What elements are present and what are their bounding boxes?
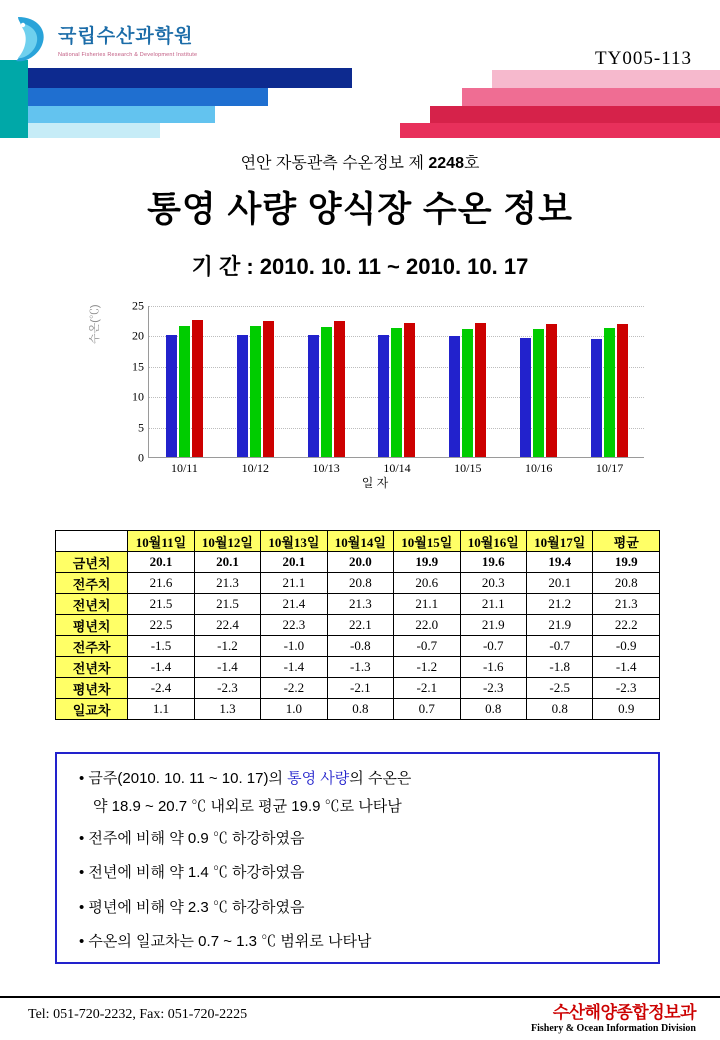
header-band-pink <box>492 70 720 88</box>
chart-bar-2009 <box>533 329 544 457</box>
table-cell: 0.8 <box>327 699 393 720</box>
table-header-row <box>56 531 660 552</box>
table-cell: -0.8 <box>327 636 393 657</box>
chart-x-tick-label: 10/12 <box>241 461 269 475</box>
table-cell: 21.3 <box>593 594 660 615</box>
chart-bar-2009 <box>179 326 190 457</box>
chart-y-tick-label: 15 <box>132 359 144 374</box>
chart-bar-평년 <box>263 321 274 457</box>
chart-y-tick-label: 10 <box>132 389 144 404</box>
header-band-lightblue <box>0 106 215 123</box>
chart-bar-2010 <box>591 339 602 457</box>
table-row <box>56 615 660 636</box>
table-cell: -1.2 <box>194 636 260 657</box>
chart-bar-2010 <box>449 336 460 457</box>
summary-line-1-part-a: • 금주(2010. 10. 11 ~ 10. 17)의 <box>79 770 288 787</box>
header-band-blue <box>0 88 268 106</box>
table-cell: -2.5 <box>526 678 592 699</box>
table-column-header: 10월11일 <box>128 531 194 552</box>
table-row <box>56 573 660 594</box>
table-row-header: 금년치 <box>56 552 128 573</box>
table-cell: 22.2 <box>593 615 660 636</box>
temperature-data-table <box>55 530 660 720</box>
table-column-header: 10월15일 <box>394 531 460 552</box>
summary-line-5: • 평년에 비해 약 2.3 ℃ 하강하였음 <box>79 898 305 916</box>
chart-bar-2010 <box>378 335 389 457</box>
table-row-header: 전주차 <box>56 636 128 657</box>
chart-bar-2010 <box>166 335 177 457</box>
table-cell: -1.0 <box>261 636 327 657</box>
table-cell: -2.1 <box>327 678 393 699</box>
table-cell: -1.3 <box>327 657 393 678</box>
chart-x-tick-label: 10/14 <box>383 461 411 475</box>
chart-y-tick-label: 0 <box>138 450 144 465</box>
table-cell: 21.1 <box>394 594 460 615</box>
table-cell: -2.1 <box>394 678 460 699</box>
table-cell: -0.7 <box>460 636 526 657</box>
table-column-header: 평균 <box>593 531 660 552</box>
table-cell: 22.0 <box>394 615 460 636</box>
chart-bar-group <box>291 306 362 457</box>
chart-y-axis-label: 수온(℃) <box>89 304 101 344</box>
summary-line-3: • 전주에 비해 약 0.9 ℃ 하강하였음 <box>79 829 305 847</box>
chart-x-axis-label: 일 자 <box>361 476 389 490</box>
footer-contact: Tel: 051-720-2232, Fax: 051-720-2225 <box>28 1007 248 1022</box>
header-band-rose <box>462 88 720 106</box>
table-cell: 21.1 <box>261 573 327 594</box>
table-cell: 22.4 <box>194 615 260 636</box>
logo-text-block <box>58 21 197 58</box>
temperature-bar-chart <box>90 298 660 488</box>
table-row-header: 평년차 <box>56 678 128 699</box>
fish-logo-icon <box>8 13 52 65</box>
table-cell: -0.7 <box>394 636 460 657</box>
chart-bar-2010 <box>520 338 531 457</box>
document-code: TY005-113 <box>595 48 692 69</box>
summary-line-6: • 수온의 일교차는 0.7 ~ 1.3 ℃ 범위로 나타남 <box>79 933 372 950</box>
table-cell: -2.3 <box>194 678 260 699</box>
chart-bar-2009 <box>250 326 261 457</box>
chart-bar-group <box>574 306 645 457</box>
table-cell: -1.4 <box>261 657 327 678</box>
table-cell: 21.3 <box>327 594 393 615</box>
subtitle-prefix: 연안 자동관측 수온정보 제 <box>240 155 429 172</box>
institute-logo <box>8 8 198 70</box>
table-cell: 0.8 <box>460 699 526 720</box>
table-cell: -1.5 <box>128 636 194 657</box>
table-cell: -2.3 <box>460 678 526 699</box>
chart-bar-평년 <box>475 323 486 457</box>
chart-y-tick-label: 20 <box>132 328 144 343</box>
table-row <box>56 636 660 657</box>
chart-bar-평년 <box>334 321 345 457</box>
table-column-header: 10월16일 <box>460 531 526 552</box>
table-cell: 1.3 <box>194 699 260 720</box>
table-cell: 1.0 <box>261 699 327 720</box>
table-cell: 20.1 <box>128 552 194 573</box>
chart-bar-2009 <box>604 328 615 457</box>
table-cell: 20.8 <box>593 573 660 594</box>
chart-x-tick-label: 10/17 <box>595 461 624 475</box>
table-cell: -2.3 <box>593 678 660 699</box>
table-column-header: 10월14일 <box>327 531 393 552</box>
table-cell: 19.9 <box>593 552 660 573</box>
chart-bar-group <box>432 306 503 457</box>
footer-org-english: Fishery & Ocean Information Division <box>531 1023 696 1034</box>
summary-line-1-location: 통영 사량 <box>287 770 350 787</box>
report-period: 기 간 : 2010. 10. 11 ~ 2010. 10. 17 <box>191 254 529 279</box>
chart-plot-area <box>132 298 644 475</box>
header-band-navy <box>0 68 352 88</box>
table-cell: 19.4 <box>526 552 592 573</box>
table-cell: 21.4 <box>261 594 327 615</box>
table-cell: 0.7 <box>394 699 460 720</box>
chart-x-tick-label: 10/16 <box>525 461 553 475</box>
page-title: 통영 사량 양식장 수온 정보 <box>147 190 573 229</box>
logo-english-name: National Fisheries Research & Development Institute <box>58 51 198 58</box>
table-row <box>56 594 660 615</box>
logo-korean-name: 국립수산과학원 <box>58 25 194 47</box>
table-cell: 21.9 <box>460 615 526 636</box>
table-column-header: 10월17일 <box>526 531 592 552</box>
page-header-banner <box>0 0 720 138</box>
chart-x-tick-label: 10/15 <box>454 461 482 475</box>
chart-bar-평년 <box>546 324 557 457</box>
chart-bar-2009 <box>462 329 473 457</box>
table-cell: 20.1 <box>526 573 592 594</box>
chart-bar-group <box>503 306 574 457</box>
table-cell: -1.6 <box>460 657 526 678</box>
table-cell: 21.5 <box>128 594 194 615</box>
chart-bar-2009 <box>321 327 332 457</box>
table-cell: 19.9 <box>394 552 460 573</box>
chart-bar-group <box>362 306 433 457</box>
table-cell: -1.4 <box>593 657 660 678</box>
table-row-header: 일교차 <box>56 699 128 720</box>
table-cell: 21.3 <box>194 573 260 594</box>
table-row-header: 전년차 <box>56 657 128 678</box>
chart-bar-평년 <box>617 324 628 457</box>
table-corner-cell <box>56 531 128 552</box>
table-column-header: 10월13일 <box>261 531 327 552</box>
summary-box <box>55 752 660 964</box>
table-cell: 1.1 <box>128 699 194 720</box>
table-cell: 20.0 <box>327 552 393 573</box>
table-cell: 20.3 <box>460 573 526 594</box>
table-body <box>56 552 660 720</box>
fish-logo-svg <box>8 13 52 65</box>
table-row <box>56 657 660 678</box>
header-band-crimson <box>400 123 720 138</box>
chart-bar-2009 <box>391 328 402 458</box>
chart-bar-group <box>149 306 220 457</box>
table-cell: 19.6 <box>460 552 526 573</box>
table-row <box>56 678 660 699</box>
table-cell: -0.7 <box>526 636 592 657</box>
footer-org-korean: 수산해양종합정보과 <box>552 1003 696 1022</box>
table-cell: -1.4 <box>194 657 260 678</box>
table-column-header: 10월12일 <box>194 531 260 552</box>
table-cell: 22.3 <box>261 615 327 636</box>
table-cell: 22.1 <box>327 615 393 636</box>
table-row-header: 전주치 <box>56 573 128 594</box>
table-cell: 21.9 <box>526 615 592 636</box>
summary-line-2: 약 18.9 ~ 20.7 ℃ 내외로 평균 19.9 ℃로 나타남 <box>93 797 402 815</box>
summary-line-4: • 전년에 비해 약 1.4 ℃ 하강하였음 <box>79 864 305 881</box>
header-band-red <box>430 106 720 123</box>
chart-bar-2010 <box>237 335 248 457</box>
table-cell: -2.2 <box>261 678 327 699</box>
chart-x-tick-label: 10/11 <box>170 461 198 475</box>
table-cell: 0.8 <box>526 699 592 720</box>
summary-line-1-part-c: 의 수온은 <box>349 770 412 787</box>
chart-bar-group <box>220 306 291 457</box>
table-row <box>56 552 660 573</box>
chart-x-tick-label: 10/13 <box>312 461 340 475</box>
footer-organization <box>531 998 696 1034</box>
chart-bar-2010 <box>308 335 319 457</box>
chart-bar-평년 <box>404 323 415 457</box>
summary-line-1 <box>79 768 658 791</box>
table-cell: -0.9 <box>593 636 660 657</box>
table-cell: 22.5 <box>128 615 194 636</box>
table-cell: 21.6 <box>128 573 194 594</box>
subtitle-suffix: 호 <box>463 155 480 172</box>
table-cell: 0.9 <box>593 699 660 720</box>
table-cell: 21.5 <box>194 594 260 615</box>
table-cell: -1.8 <box>526 657 592 678</box>
table-cell: -1.4 <box>128 657 194 678</box>
subtitle-number: 2248 <box>428 155 464 172</box>
table-cell: 20.1 <box>194 552 260 573</box>
chart-y-tick-label: 25 <box>132 298 144 313</box>
table-row-header: 전년치 <box>56 594 128 615</box>
chart-bar-평년 <box>192 320 203 457</box>
report-subtitle <box>0 150 720 173</box>
table-row <box>56 699 660 720</box>
table-cell: 20.6 <box>394 573 460 594</box>
header-wedge-teal <box>0 60 28 138</box>
table-cell: 21.1 <box>460 594 526 615</box>
table-head <box>56 531 660 552</box>
chart-y-tick-label: 5 <box>138 420 144 435</box>
table-cell: 20.1 <box>261 552 327 573</box>
table-row-header: 평년치 <box>56 615 128 636</box>
table-cell: -2.4 <box>128 678 194 699</box>
table-cell: -1.2 <box>394 657 460 678</box>
table-cell: 21.2 <box>526 594 592 615</box>
table-cell: 20.8 <box>327 573 393 594</box>
